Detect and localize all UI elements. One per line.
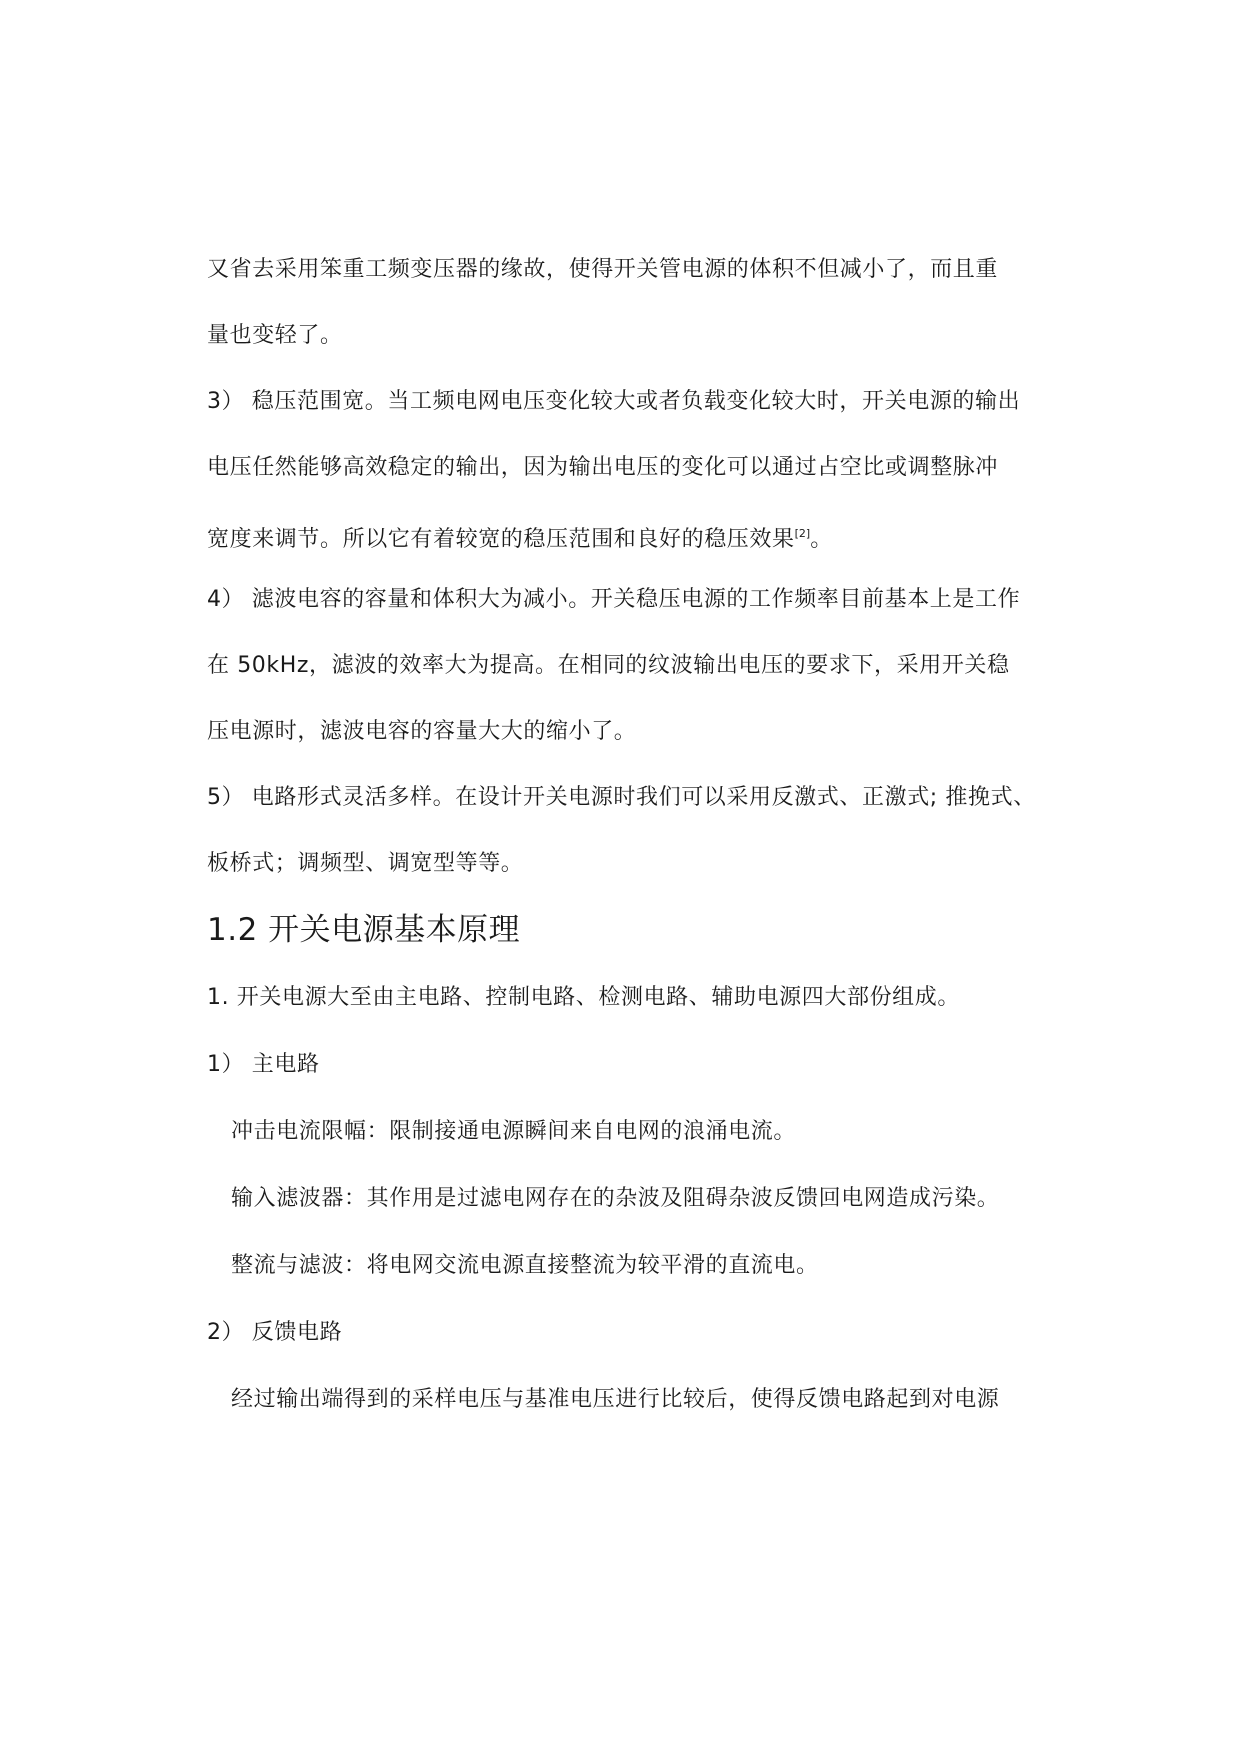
subsection-title: 1） 主电路 [207, 1052, 320, 1077]
list-item: 整流与滤波：将电网交流电源直接整流为较平滑的直流电。 [231, 1253, 819, 1278]
paragraph-line: 压电源时，滤波电容的容量大大的缩小了。 [207, 719, 637, 744]
paragraph-line: 经过输出端得到的采样电压与基准电压进行比较后，使得反馈电路起到对电源 [231, 1387, 1000, 1412]
paragraph-line: 4） 滤波电容的容量和体积大为减小。开关稳压电源的工作频率目前基本上是工作 [207, 587, 1021, 612]
paragraph-line: 板桥式；调频型、调宽型等等。 [207, 851, 524, 876]
paragraph-text: 。 [810, 527, 833, 552]
subsection-title: 2） 反馈电路 [207, 1320, 343, 1345]
paragraph-line: 电压任然能够高效稳定的输出，因为输出电压的变化可以通过占空比或调整脉冲 [207, 455, 999, 480]
paragraph-line: 量也变轻了。 [207, 323, 343, 348]
list-item: 冲击电流限幅：限制接通电源瞬间来自电网的浪涌电流。 [231, 1119, 797, 1144]
paragraph-line: 5） 电路形式灵活多样。在设计开关电源时我们可以采用反激式、正激式; 推挽式、 [207, 785, 1036, 810]
citation-marker: [2] [794, 527, 811, 540]
paragraph-line: 在 50kHz，滤波的效率大为提高。在相同的纹波输出电压的要求下，采用开关稳 [207, 653, 1010, 678]
paragraph-text: 宽度来调节。所以它有着较宽的稳压范围和良好的稳压效果 [207, 527, 795, 552]
section-heading: 1.2 开关电源基本原理 [207, 912, 521, 948]
paragraph-line: 又省去采用笨重工频变压器的缘故，使得开关管电源的体积不但减小了，而且重 [207, 257, 999, 282]
list-item: 1. 开关电源大至由主电路、控制电路、检测电路、辅助电源四大部份组成。 [207, 985, 960, 1010]
paragraph-line: 3） 稳压范围宽。当工频电网电压变化较大或者负载变化较大时，开关电源的输出 [207, 389, 1021, 414]
paragraph-line [207, 519, 1097, 555]
list-item: 输入滤波器：其作用是过滤电网存在的杂波及阻碍杂波反馈回电网造成污染。 [231, 1186, 1000, 1211]
